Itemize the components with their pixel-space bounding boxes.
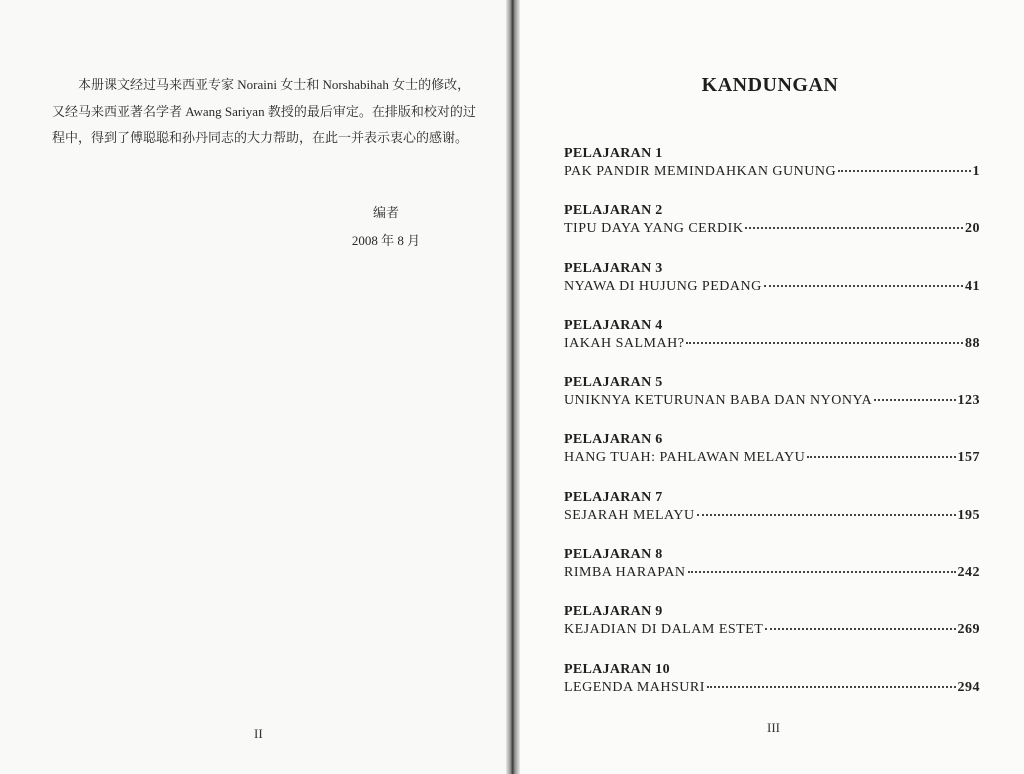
toc-leader-dots (688, 571, 956, 573)
toc-page-number: 88 (965, 335, 980, 351)
toc-lesson-label: PELAJARAN 8 (564, 547, 663, 563)
toc-lesson-label: PELAJARAN 1 (564, 146, 663, 161)
toc-leader-dots (807, 456, 955, 458)
toc-lesson-label: PELAJARAN 5 (564, 375, 663, 391)
toc-leader-dots (874, 399, 955, 401)
page-number-left: II (254, 726, 263, 741)
toc-entry[interactable] (564, 317, 980, 374)
toc-lesson-name: IAKAH SALMAH? (564, 335, 685, 351)
toc-lesson-label: PELAJARAN 3 (564, 260, 663, 276)
toc-leader-dots (686, 342, 963, 344)
toc-entry[interactable] (564, 546, 980, 603)
toc-lesson-name: SEJARAH MELAYU (564, 507, 695, 523)
toc-entry[interactable] (564, 145, 980, 202)
toc-entry[interactable] (564, 260, 980, 317)
toc-page-number: 242 (957, 565, 980, 581)
signature-date: 2008 年 8 月 (351, 233, 421, 248)
toc-leader-dots (697, 514, 956, 516)
toc-page-number: 195 (957, 507, 980, 523)
toc-lesson-label: PELAJARAN 7 (564, 489, 663, 505)
toc-page-number: 20 (965, 221, 980, 237)
toc-leader-dots (707, 686, 956, 688)
toc-title: KANDUNGAN (701, 74, 839, 96)
book-gutter (506, 0, 520, 774)
toc-lesson-name: KEJADIAN DI DALAM ESTET (564, 622, 764, 638)
toc-page-number: 269 (957, 622, 980, 638)
toc-lesson-label: PELAJARAN 10 (564, 661, 670, 677)
toc-lesson-name: LEGENDA MAHSURI (564, 679, 705, 695)
page-number-right: III (767, 720, 780, 735)
toc-page-number: 1 (972, 164, 980, 179)
signature-editor: 编者 (372, 205, 399, 220)
toc-entry[interactable] (564, 603, 980, 660)
table-of-contents (564, 145, 980, 718)
toc-lesson-label: PELAJARAN 9 (564, 604, 663, 620)
toc-lesson-label: PELAJARAN 2 (564, 203, 663, 219)
toc-page-number: 157 (957, 450, 980, 466)
toc-leader-dots (765, 628, 955, 630)
toc-leader-dots (745, 227, 963, 229)
toc-page-number: 294 (957, 679, 980, 695)
toc-lesson-name: PAK PANDIR MEMINDAHKAN GUNUNG (564, 164, 837, 179)
toc-entry[interactable] (564, 661, 980, 718)
toc-leader-dots (764, 285, 963, 287)
toc-lesson-name: UNIKNYA KETURUNAN BABA DAN NYONYA (564, 393, 873, 409)
toc-entry[interactable] (564, 431, 980, 488)
toc-page-number: 41 (965, 278, 980, 294)
toc-lesson-name: NYAWA DI HUJUNG PEDANG (564, 278, 762, 294)
preface-text (52, 72, 482, 152)
toc-entry[interactable] (564, 374, 980, 431)
toc-entry[interactable] (564, 489, 980, 546)
toc-leader-dots (838, 170, 970, 172)
toc-lesson-label: PELAJARAN 6 (564, 432, 663, 448)
toc-page-number: 123 (957, 393, 980, 409)
toc-lesson-name: TIPU DAYA YANG CERDIK (564, 221, 744, 237)
toc-lesson-label: PELAJARAN 4 (564, 317, 663, 333)
toc-lesson-name: RIMBA HARAPAN (564, 565, 686, 581)
preface-paragraph: 本册课文经过马来西亚专家 Noraini 女士和 Norshabihah 女士的修改，又经马来西亚著名学者 Awang Sariyan 教授的最后审定。在排版和校对的过程中，得到了傅聪聪和孙丹同志的大力帮助，在此一并表示衷心的感谢。 (52, 77, 476, 145)
toc-lesson-name: HANG TUAH: PAHLAWAN MELAYU (564, 450, 806, 466)
signature-block (326, 199, 446, 255)
toc-entry[interactable] (564, 202, 980, 259)
